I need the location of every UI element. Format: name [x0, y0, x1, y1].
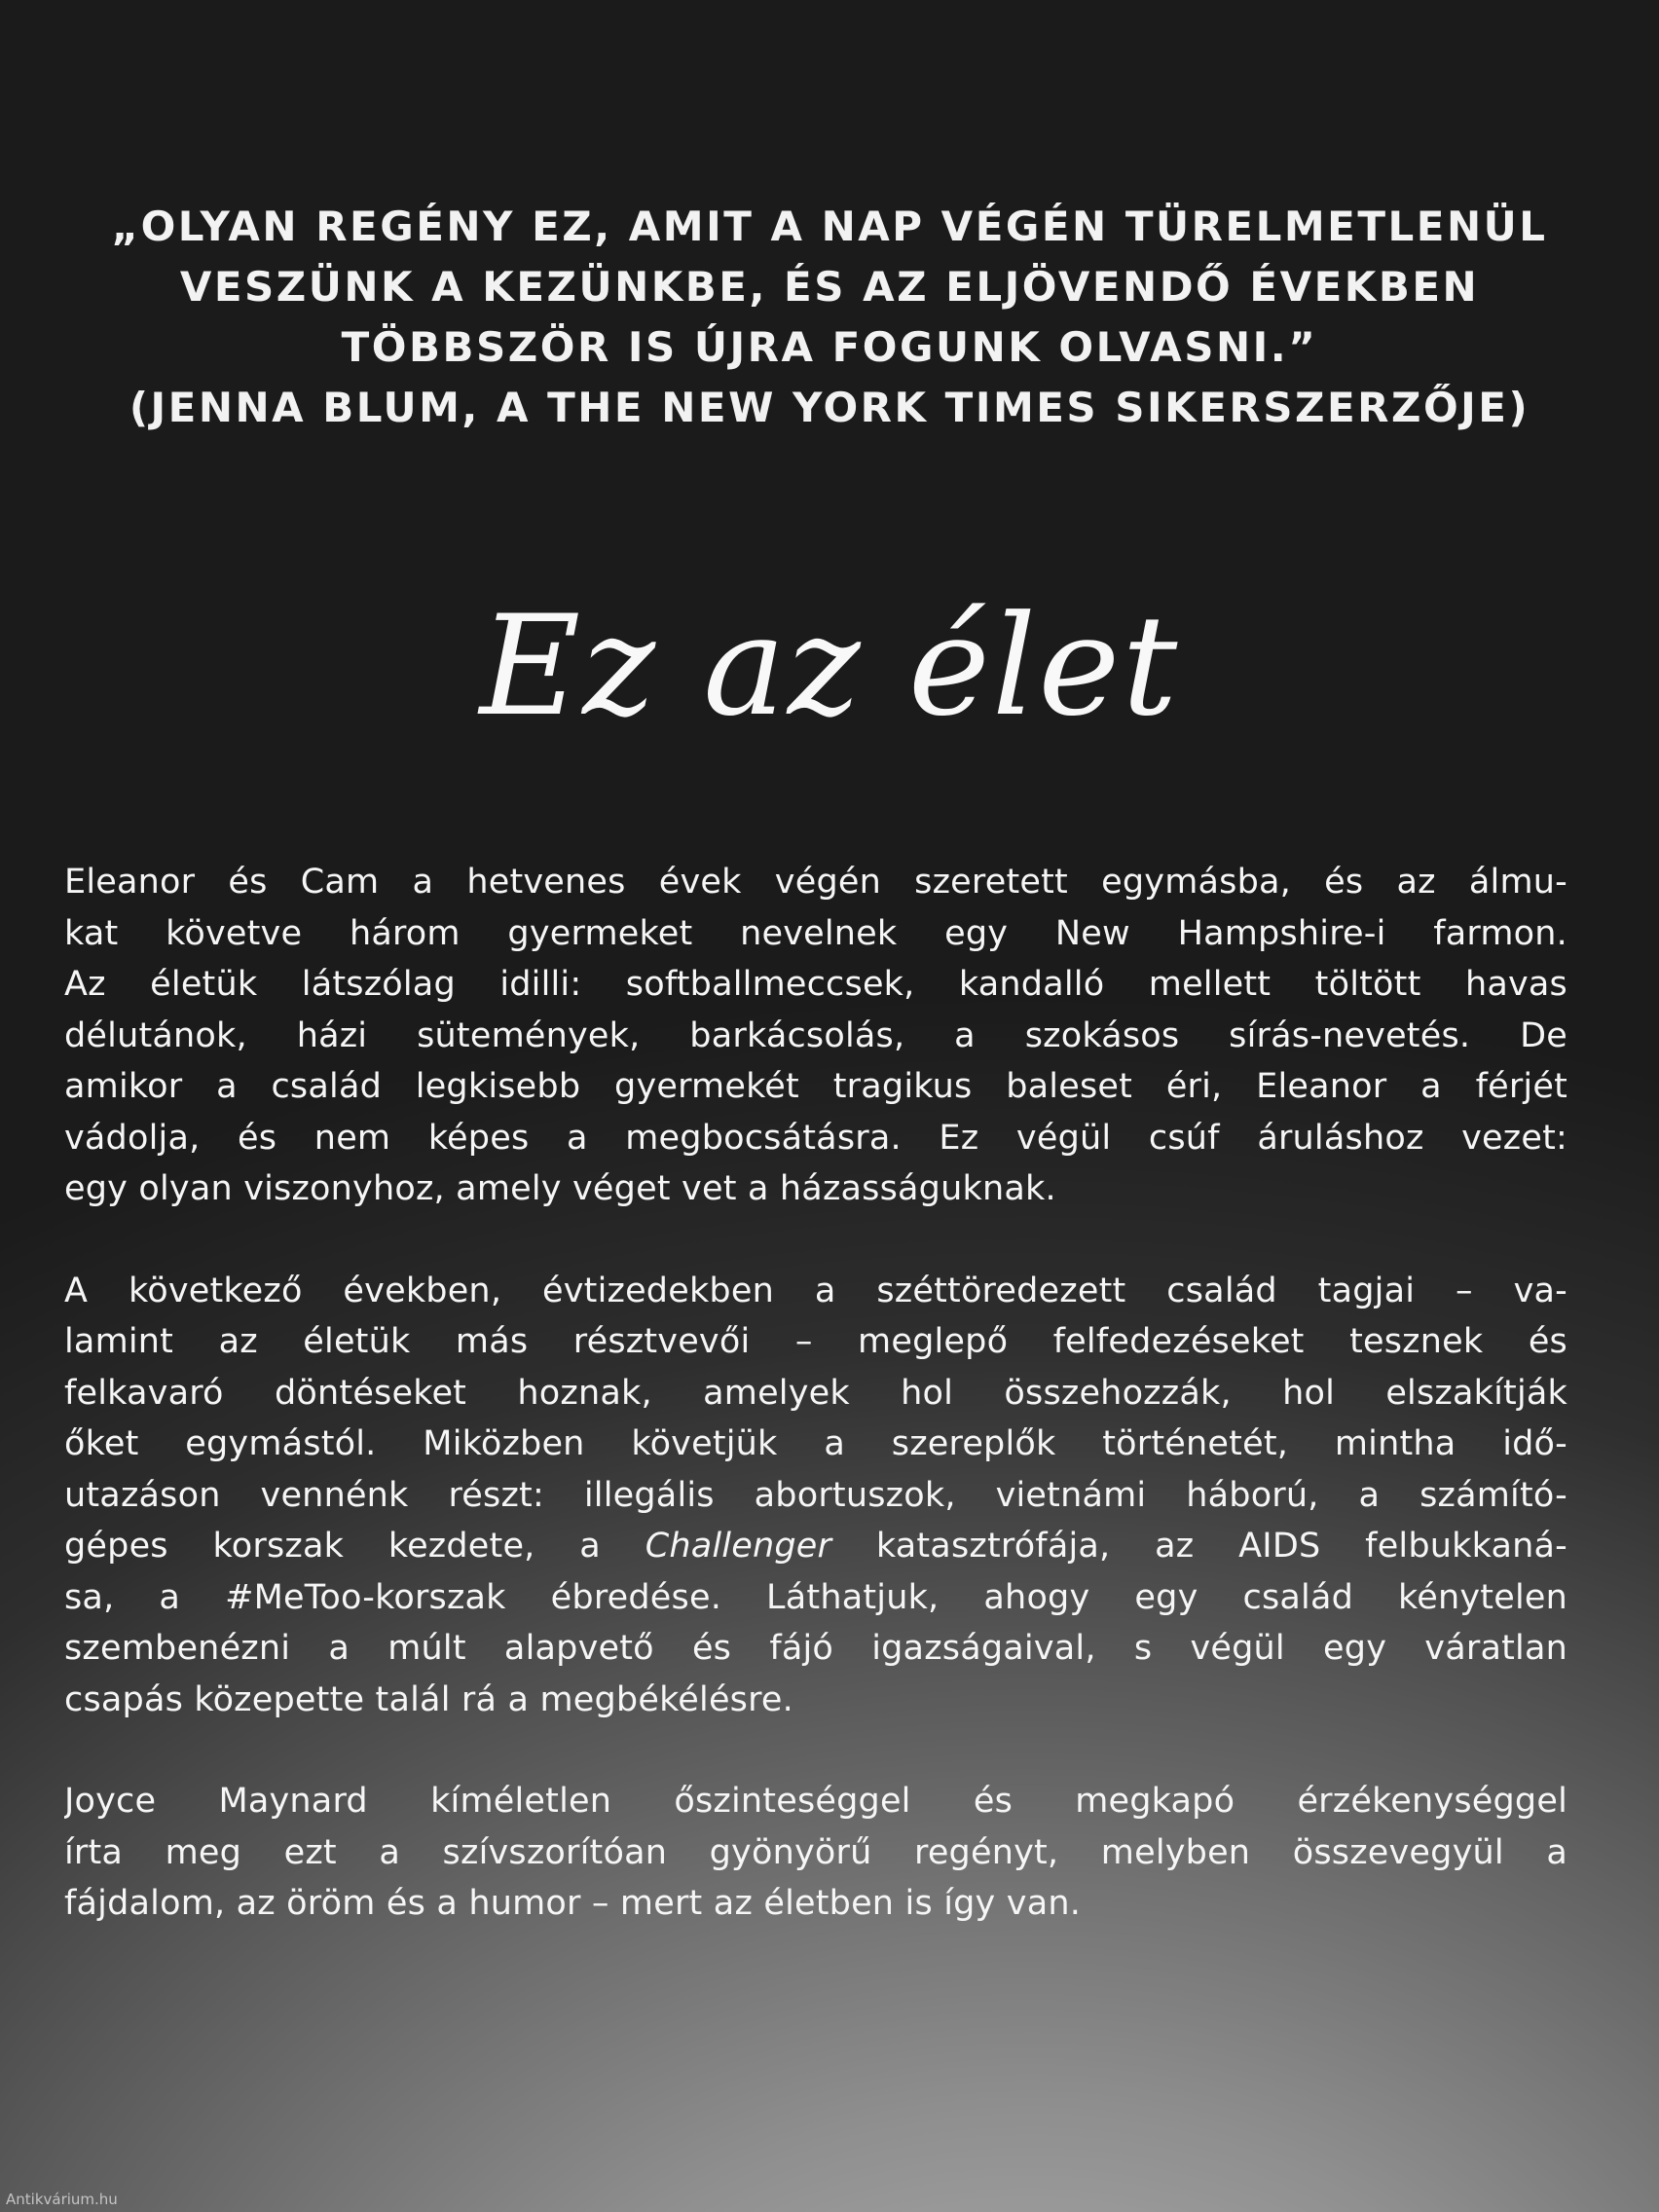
text-line: A következő években, évtizedekben a széttöredezett család tagjai – va- [64, 1271, 1567, 1310]
text-segment: katasztrófája, az AIDS felbukkaná- [831, 1527, 1567, 1566]
quote-line: VESZÜNK A KEZÜNKBE, ÉS AZ ELJÖVENDŐ ÉVEKBEN [179, 263, 1480, 311]
text-line: sa, a #MeToo-korszak ébredése. Láthatjuk, ahogy egy család kénytelen [64, 1577, 1567, 1617]
text-line: amikor a család legkisebb gyermekét tragikus baleset éri, Eleanor a férjét [64, 1067, 1567, 1106]
text-line-with-italic [64, 1521, 1567, 1572]
text-line: fájdalom, az öröm és a humor – mert az életben is így van. [64, 1884, 1082, 1923]
description-paragraph-2 [64, 1266, 1567, 1726]
watermark: Antikvárium.hu [6, 2191, 118, 2208]
text-line: szembenézni a múlt alapvető és fájó igazságaival, s végül egy váratlan [64, 1629, 1567, 1668]
text-line: Az életük látszólag idilli: softballmeccsek, kandalló mellett töltött havas [64, 965, 1567, 1004]
description-paragraph-3 [64, 1776, 1567, 1930]
text-line: egy olyan viszonyhoz, amely véget vet a házasságuknak. [64, 1169, 1056, 1208]
text-segment: gépes korszak kezdete, a [64, 1527, 645, 1566]
text-line: kat követve három gyermeket nevelnek egy New Hampshire-i farmon. [64, 913, 1567, 953]
italic-title: Challenger [645, 1527, 832, 1566]
text-line: utazáson vennénk részt: illegális abortuszok, vietnámi háború, a számító- [64, 1475, 1567, 1515]
text-line: csapás közepette talál rá a megbékélésre. [64, 1679, 793, 1719]
text-line: felkavaró döntéseket hoznak, amelyek hol összehozzák, hol elszakítják [64, 1373, 1567, 1413]
text-line: délutánok, házi sütemények, barkácsolás, a szokásos sírás-nevetés. De [64, 1015, 1567, 1055]
book-title: Ez az élet [479, 586, 1180, 747]
text-line: lamint az életük más résztvevői – meglepő felfedezéseket tesznek és [64, 1322, 1567, 1361]
text-line: Eleanor és Cam a hetvenes évek végén szeretett egymásba, és az álmu- [64, 863, 1567, 902]
text-line: Joyce Maynard kíméletlen őszinteséggel és megkapó érzékenységgel [64, 1782, 1567, 1821]
quote-line: TÖBBSZÖR IS ÚJRA FOGUNK OLVASNI.” [341, 323, 1318, 371]
text-line: vádolja, és nem képes a megbocsátásra. Ez végül csúf áruláshoz vezet: [64, 1118, 1567, 1158]
text-line: őket egymástól. Miközben követjük a szereplők történetét, mintha idő- [64, 1424, 1567, 1463]
quote-attribution: (JENNA BLUM, A THE NEW YORK TIMES SIKERSZERZŐJE) [129, 384, 1530, 431]
book-description [64, 857, 1567, 1980]
quote-line: „OLYAN REGÉNY EZ, AMIT A NAP VÉGÉN TÜRELMETLENÜL [111, 203, 1548, 250]
text-line: írta meg ezt a szívszorítóan gyönyörű regényt, melyben összevegyül a [64, 1832, 1567, 1872]
review-quote [97, 197, 1562, 438]
description-paragraph-1 [64, 857, 1567, 1215]
